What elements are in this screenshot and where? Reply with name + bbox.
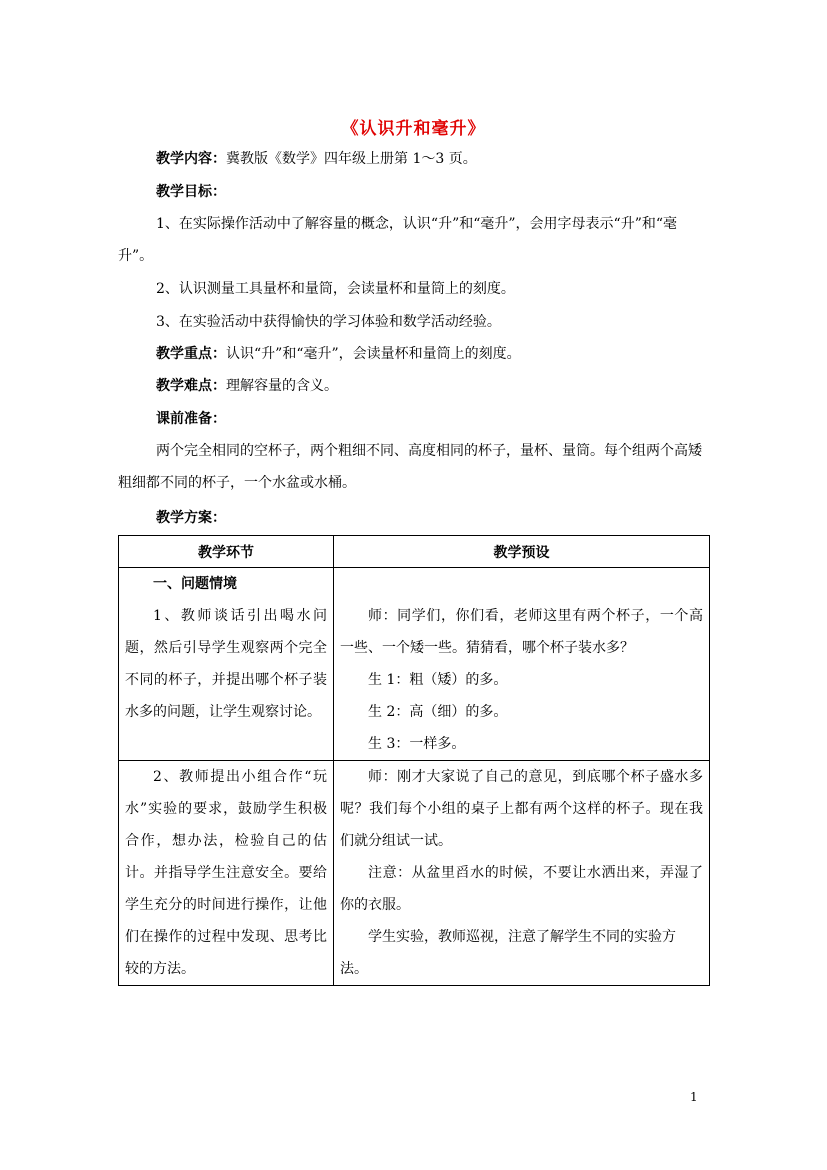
preset-text: 生 1：粗（矮）的多。 xyxy=(368,672,508,688)
page-number: 1 xyxy=(690,1090,698,1104)
teaching-content-label: 教学内容： xyxy=(156,151,226,167)
plan-heading xyxy=(118,502,710,534)
goal-item-3: 3、在实验活动中获得愉快的学习体验和数学活动经验。 xyxy=(156,314,501,330)
table-header-row xyxy=(119,536,710,568)
key-points xyxy=(118,338,710,370)
lesson-plan-table xyxy=(118,535,710,986)
document-title: 《认识升和毫升》 xyxy=(341,119,486,139)
header-teaching-stage: 教学环节 xyxy=(119,536,334,568)
preparation-label: 课前准备： xyxy=(156,411,226,427)
stage-text: 2、教师提出小组合作“玩水”实验的要求，鼓励学生积极合作，想办法，检验自己的估计。并指导学生注意安全。要给学生充分的时间进行操作，让他们在操作的过程中发现、思考比较的方法。 xyxy=(125,769,327,977)
preset-text: 注意：从盆里舀水的时候，不要让水洒出来，弄湿了你的衣服。 xyxy=(340,865,703,913)
plan-label: 教学方案： xyxy=(156,510,226,526)
preset-text: 师：同学们，你们看，老师这里有两个杯子，一个高一些、一个矮一些。猜猜看，哪个杯子装水多？ xyxy=(340,608,703,656)
goal-item-2: 2、认识测量工具量杯和量筒，会读量杯和量筒上的刻度。 xyxy=(156,281,515,297)
preparation-heading xyxy=(118,403,710,435)
preset-text: 师：刚才大家说了自己的意见，到底哪个杯子盛水多呢？我们每个小组的桌子上都有两个这样的杯子。现在我们就分组试一试。 xyxy=(340,769,703,849)
header-teaching-preset: 教学预设 xyxy=(334,536,710,568)
row1-preset-cell xyxy=(334,568,710,761)
teaching-goals-heading xyxy=(118,176,710,208)
teaching-goals-label: 教学目标： xyxy=(156,184,226,200)
difficulty-text: 理解容量的含义。 xyxy=(226,378,338,394)
goal-item-1: 1、在实际操作活动中了解容量的概念，认识“升”和“毫升”，会用字母表示“升”和“毫升”。 xyxy=(118,216,678,264)
difficulty xyxy=(118,370,710,402)
key-points-label: 教学重点： xyxy=(156,346,226,362)
difficulty-label: 教学难点： xyxy=(156,378,226,394)
preset-text: 生 2：高（细）的多。 xyxy=(368,704,508,720)
teaching-content-text: 冀教版《数学》四年级上册第 1～3 页。 xyxy=(226,151,477,167)
section-heading-problem-situation: 一、问题情境 xyxy=(153,576,237,592)
row2-preset-cell xyxy=(334,761,710,986)
row1-stage-cell xyxy=(119,568,334,761)
table-row xyxy=(119,568,710,761)
preparation-text: 两个完全相同的空杯子，两个粗细不同、高度相同的杯子，量杯、量筒。每个组两个高矮粗细都不同的杯子，一个水盆或水桶。 xyxy=(118,443,702,491)
key-points-text: 认识“升”和“毫升”，会读量杯和量筒上的刻度。 xyxy=(226,346,521,362)
row2-stage-cell xyxy=(119,761,334,986)
preset-text: 生 3：一样多。 xyxy=(368,736,466,752)
table-row xyxy=(119,761,710,986)
preset-text: 学生实验，教师巡视，注意了解学生不同的实验方法。 xyxy=(340,929,676,977)
stage-text: 1、教师谈话引出喝水问题，然后引导学生观察两个完全不同的杯子，并提出哪个杯子装水多的问题，让学生观察讨论。 xyxy=(125,608,327,720)
teaching-content xyxy=(118,143,710,175)
